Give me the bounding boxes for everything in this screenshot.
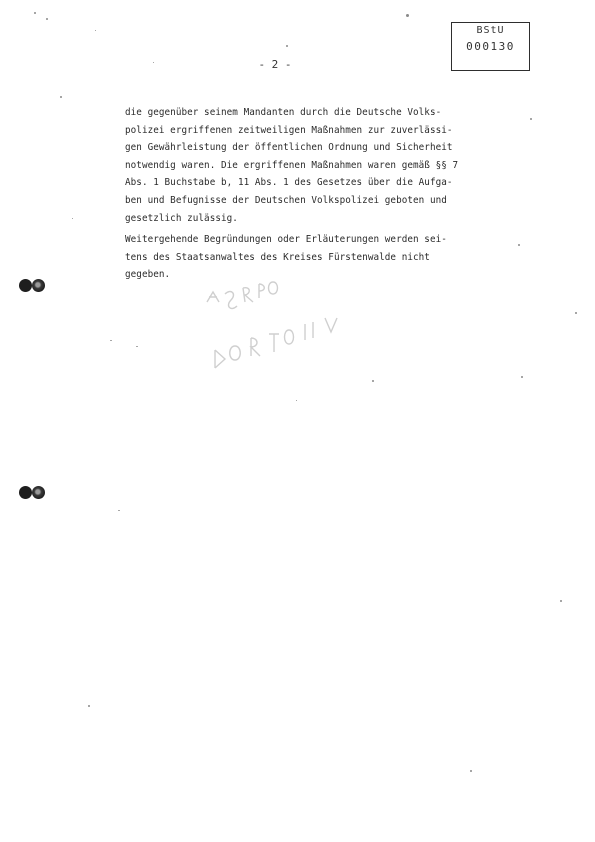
document-body xyxy=(125,104,525,284)
archive-stamp-label: BStU xyxy=(476,25,505,36)
punch-hole-right xyxy=(32,279,45,292)
speck xyxy=(372,380,374,382)
speck xyxy=(575,312,577,314)
speck xyxy=(95,30,96,31)
archive-stamp xyxy=(451,22,530,71)
punch-hole-bottom xyxy=(19,486,49,500)
archive-stamp-number: 000130 xyxy=(466,40,515,53)
text-line: notwendig waren. Die ergriffenen Maßnahmen waren gemäß §§ 7 xyxy=(125,159,459,171)
speck xyxy=(406,14,409,17)
speck xyxy=(110,340,112,341)
copy-watermark-stamp xyxy=(195,280,385,420)
speck xyxy=(560,600,562,602)
text-line: Weitergehende Begründungen oder Erläuterungen werden sei- xyxy=(125,234,447,246)
text-line: tens des Staatsanwaltes des Kreises Fürstenwalde nicht xyxy=(125,251,430,263)
speck xyxy=(88,705,90,707)
speck xyxy=(521,376,523,378)
punch-hole-left xyxy=(19,486,32,499)
speck xyxy=(60,96,62,98)
punch-hole-top xyxy=(19,279,49,293)
speck xyxy=(72,218,73,219)
text-line: gesetzlich zulässig. xyxy=(125,212,238,224)
speck xyxy=(286,45,288,47)
punch-hole-left xyxy=(19,279,32,292)
speck xyxy=(136,346,138,347)
page-number: - 2 - xyxy=(258,58,292,71)
paragraph-2 xyxy=(125,231,525,284)
text-line: gen Gewährleistung der öffentlichen Ordnung und Sicherheit xyxy=(125,142,453,154)
punch-hole-right xyxy=(32,486,45,499)
speck xyxy=(153,62,154,63)
text-line: die gegenüber seinem Mandanten durch die Deutsche Volks- xyxy=(125,107,442,118)
text-line: Abs. 1 Buchstabe b, 11 Abs. 1 des Gesetzes über die Aufga- xyxy=(125,177,453,189)
paragraph-1 xyxy=(125,104,525,227)
text-line: gegeben. xyxy=(125,269,171,281)
speck xyxy=(118,510,120,511)
speck xyxy=(518,244,520,246)
speck xyxy=(470,770,472,772)
speck xyxy=(530,118,532,120)
text-line: ben und Befugnisse der Deutschen Volkspolizei geboten und xyxy=(125,194,447,206)
speck xyxy=(296,400,297,401)
text-line: polizei ergriffenen zeitweiligen Maßnahmen zur zuverlässi- xyxy=(125,124,453,136)
speck xyxy=(46,18,48,20)
speck xyxy=(34,12,36,14)
